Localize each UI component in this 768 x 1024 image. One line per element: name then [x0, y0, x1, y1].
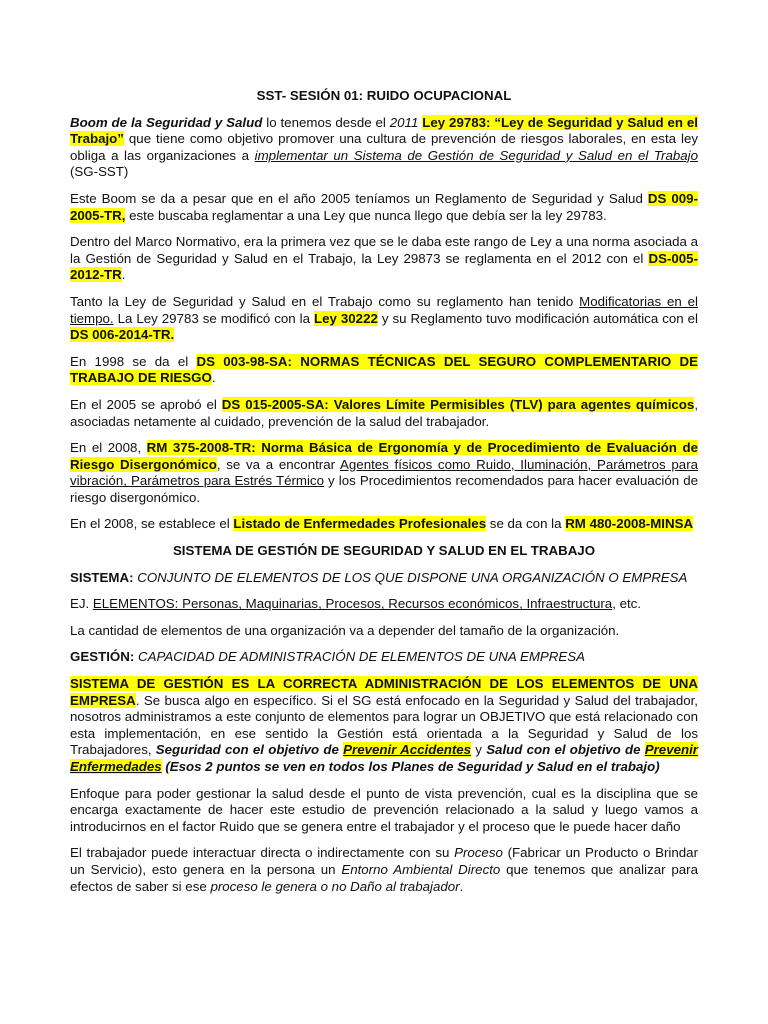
text: que tiene como objetivo promover una cultura de prevención de riesgos laborales, en esta ley obliga a las organizaciones a [70, 131, 698, 163]
text-italic: 2011 [389, 114, 419, 130]
definition-gestion: CAPACIDAD DE ADMINISTRACIÓN DE ELEMENTOS DE UNA EMPRESA [134, 649, 585, 665]
text: Dentro del Marco Normativo, era la primera vez que se le daba este rango de Ley a una norma asociada a la Gestión de Seguridad y Salud en el Trabajo, la Ley 29873 se reglamenta en el 2012 con el [70, 234, 698, 266]
text: El trabajador puede interactuar directa o indirectamente con su [70, 845, 455, 861]
text: En el 2005 se aprobó el [70, 396, 222, 412]
paragraph-marco-normativo [70, 234, 698, 284]
paragraph-2005 [70, 397, 698, 430]
text: este buscaba reglamentar a una Ley que nunca llego que debía ser la ley 29783. [125, 207, 607, 223]
text: Este Boom se da a pesar que en el año 2005 teníamos un Reglamento de Seguridad y Salud [70, 190, 648, 206]
highlight-rm-375: RM 375-2008-TR: Norma Básica de Ergonomía y de Procedimiento de Evaluación de Riesgo Disergonómico [70, 440, 698, 472]
paragraph-2008-listado [70, 516, 698, 533]
definition-sistema: CONJUNTO DE ELEMENTOS DE LOS QUE DISPONE UNA ORGANIZACIÓN O EMPRESA [133, 569, 688, 585]
highlight-listado-enfermedades: Listado de Enfermedades Profesionales [233, 516, 487, 532]
paragraph-modificatorias [70, 294, 698, 344]
document-body [70, 88, 698, 905]
paragraph-boom [70, 115, 698, 181]
text: . [121, 267, 126, 283]
text: y los Procedimientos recomendados para hacer evaluación de riesgo disergonómico. [70, 473, 698, 505]
highlight-ley-29783: Ley 29783: “Ley de Seguridad y Salud en el Trabajo” [70, 114, 698, 147]
paragraph-gestion [70, 649, 698, 666]
highlight-prevenir-enfermedades: Prevenir Enfermedades [70, 742, 698, 774]
highlight-ds-015: DS 015-2005-SA: Valores Límite Permisibles (TLV) para agentes químicos [221, 396, 695, 412]
text: EJ. [70, 596, 93, 612]
text: , asociadas netamente al cuidado, prevención de la salud del trabajador. [70, 396, 699, 429]
paragraph-1998 [70, 354, 698, 387]
text: se da con la [486, 516, 566, 532]
section-heading: SISTEMA DE GESTIÓN DE SEGURIDAD Y SALUD EN EL TRABAJO [172, 543, 596, 559]
highlight-ds-003: DS 003-98-SA: NORMAS TÉCNICAS DEL SEGURO COMPLEMENTARIO DE TRABAJO DE RIESGO [70, 353, 698, 386]
text: . [459, 878, 464, 894]
text-bold-italic: Salud con el objetivo de [486, 742, 645, 758]
highlight-ds-005: DS-005-2012-TR [70, 250, 698, 283]
text: , etc. [612, 596, 642, 612]
highlight-ds-006: DS 006-2014-TR. [70, 327, 175, 343]
underlined-elementos: ELEMENTOS: Personas, Maquinarias, Procesos, Recursos económicos, Infraestructura [92, 596, 613, 612]
highlight-sistema-gestion: SISTEMA DE GESTIÓN ES LA CORRECTA ADMINISTRACIÓN DE LOS ELEMENTOS DE UNA EMPRESA [70, 676, 698, 708]
text: En 1998 se da el [70, 353, 197, 369]
text: . [211, 370, 216, 386]
paragraph-2008-ergonomia [70, 440, 698, 506]
underlined-modificatorias: Modificatorias en el tiempo. [70, 293, 698, 326]
paragraph-enfoque: Enfoque para poder gestionar la salud desde el punto de vista prevención, cual es la disciplina que se encarga exactamente de hacer este estudio de prevención relacionado a la salud y luego vamos a introducirnos en el factor Ruido que se genera entre el trabajador y el proceso que le puede hacer daño [70, 785, 698, 834]
highlight-rm-480: RM 480-2008-MINSA [565, 516, 694, 532]
underlined-sgsst: implementar un Sistema de Gestión de Seguridad y Salud en el Trabajo [254, 147, 698, 163]
text-bold-italic: Seguridad con el objetivo de [155, 742, 344, 758]
text-italic: Entorno Ambiental Directo [341, 861, 501, 877]
paragraph-trabajador [70, 845, 698, 895]
text: . Se busca algo en específico. Si el SG está enfocado en la Seguridad y Salud del trabajador, nosotros administramos a este conjunto de elementos para lograr un OBJETIVO que está relacionado con esta implementación, en ese sentido la Gestión está orientada a la Seguridad y Salud de los Trabajadores, [70, 692, 698, 758]
document-title: SST- SESIÓN 01: RUIDO OCUPACIONAL [256, 88, 512, 103]
text: que tenemos que analizar para efectos de saber si ese [70, 861, 698, 894]
text-bold-italic: (Esos 2 puntos se ven en todos los Planes de Seguridad y Salud en el trabajo) [161, 759, 660, 774]
text: (Fabricar un Producto o Brindar un Servicio), esto genera en la persona un [70, 845, 698, 877]
paragraph-sistema [70, 570, 698, 587]
text: lo tenemos desde el [262, 114, 390, 130]
text: y [471, 742, 487, 758]
paragraph-reglamento-2005 [70, 191, 698, 224]
text-italic: proceso le genera o no Daño al trabajador [210, 878, 460, 894]
paragraph-elementos [70, 596, 698, 613]
paragraph-cantidad: La cantidad de elementos de una organización va a depender del tamaño de la organización. [70, 622, 620, 638]
text-italic: Proceso [454, 845, 503, 861]
text-bold-italic: Boom de la Seguridad y Salud [70, 114, 263, 130]
text: , se va a encontrar [216, 456, 341, 472]
text: y su Reglamento tuvo modificación automática con el [377, 310, 698, 326]
highlight-ds-009: DS 009-2005-TR, [70, 190, 698, 223]
term-sistema: SISTEMA: [70, 569, 134, 585]
text: Tanto la Ley de Seguridad y Salud en el Trabajo como su reglamento han tenido [70, 293, 580, 309]
highlight-ley-30222: Ley 30222 [314, 310, 378, 326]
paragraph-sistema-gestion [70, 676, 698, 776]
highlight-prevenir-accidentes: Prevenir Accidentes [343, 742, 472, 758]
text: En el 2008, [70, 440, 147, 456]
term-gestion: GESTIÓN: [70, 649, 135, 665]
text: La Ley 29783 se modificó con la [113, 310, 314, 326]
text: (SG-SST) [70, 164, 129, 180]
underlined-agentes-fisicos: Agentes físicos como Ruido, Iluminación, Parámetros para vibración, Parámetros para Estrés Térmico [70, 456, 699, 489]
text: En el 2008, se establece el [70, 516, 234, 532]
